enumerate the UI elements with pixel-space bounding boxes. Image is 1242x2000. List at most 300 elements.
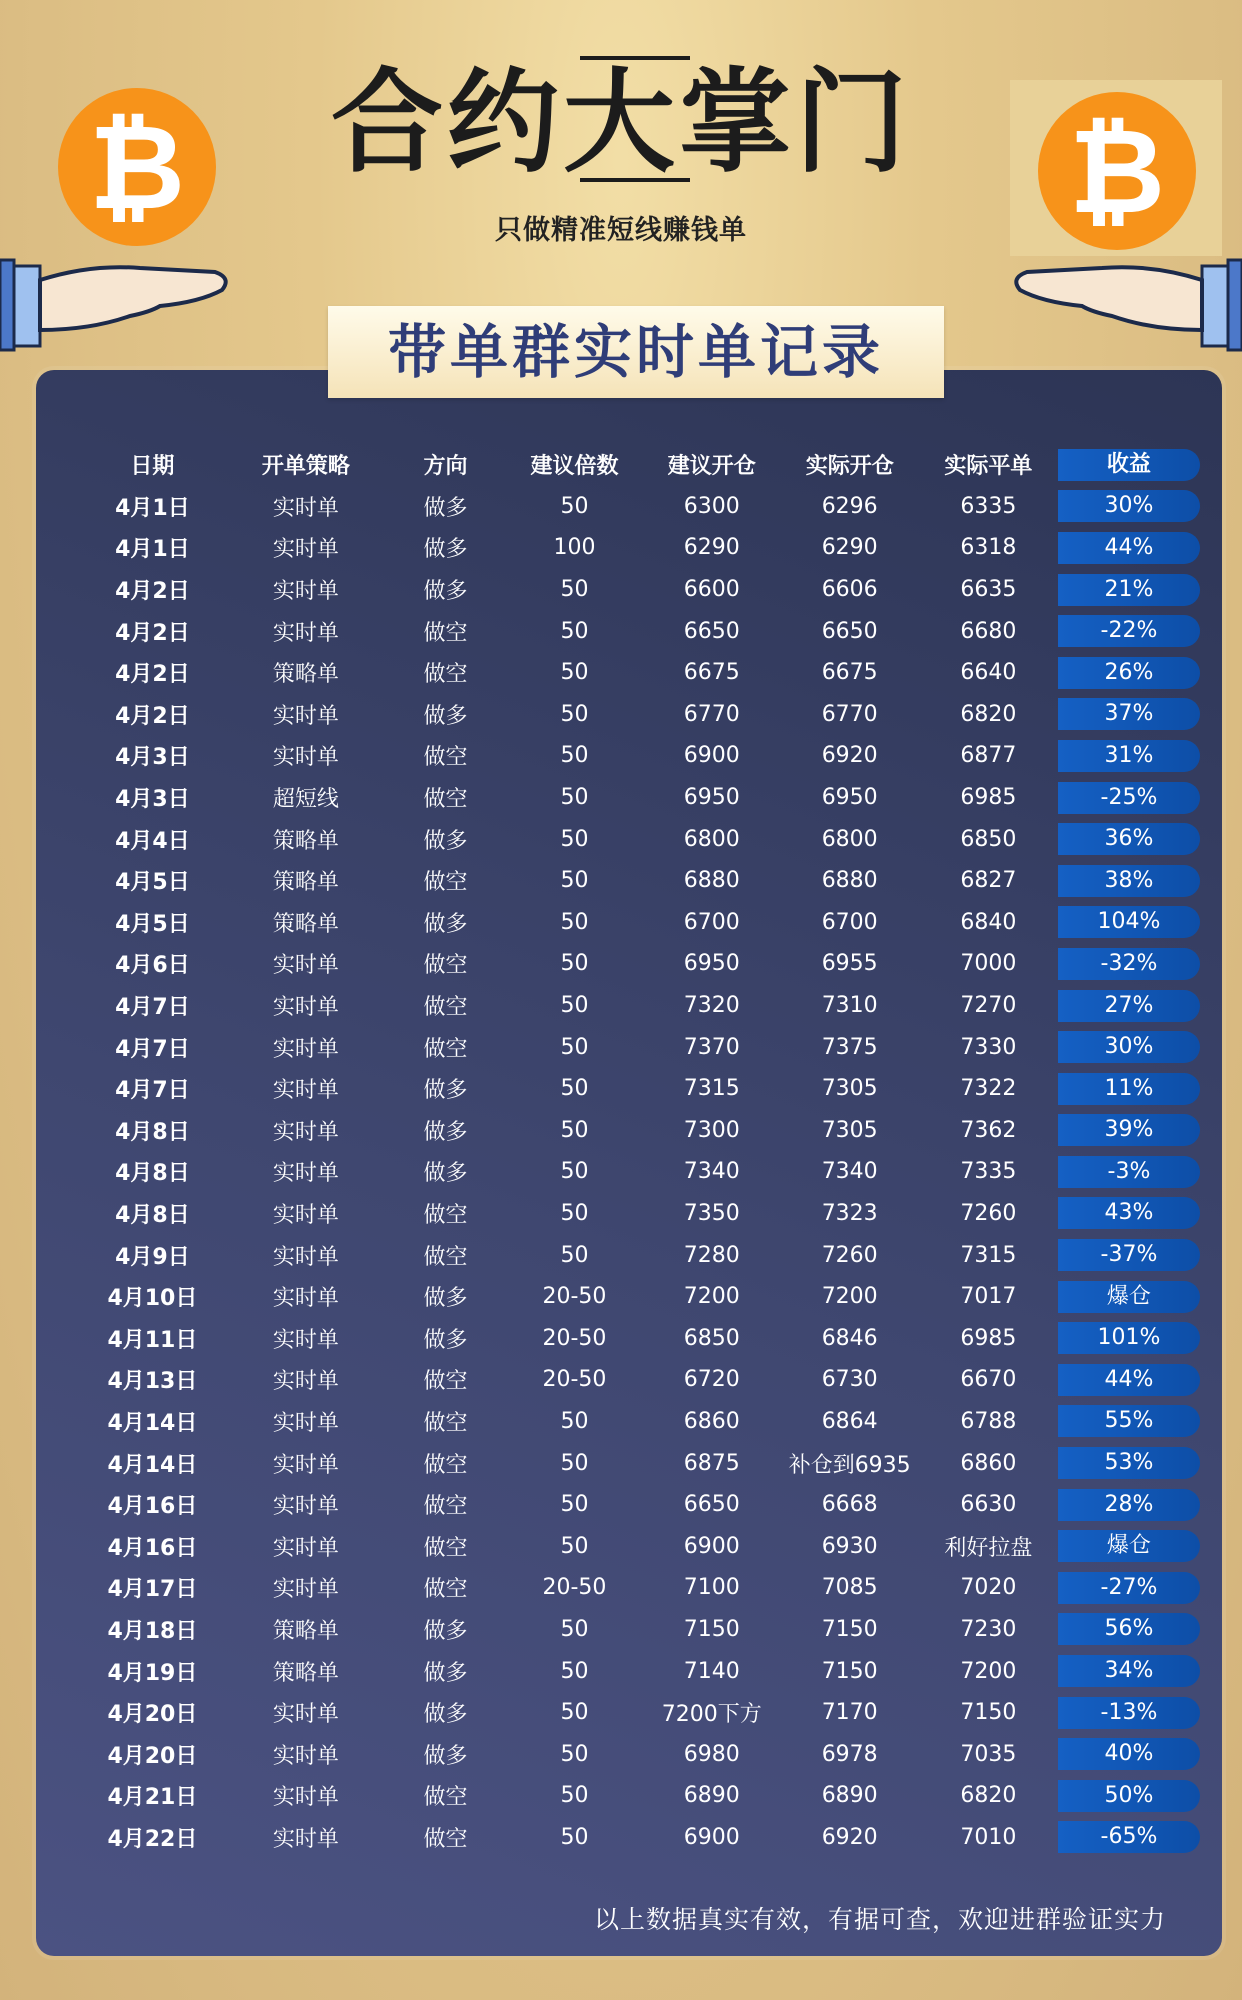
cell-profit	[1056, 1525, 1200, 1567]
cell-direction: 做空	[423, 1036, 468, 1062]
cell-direction: 做空	[423, 1577, 468, 1603]
table-row	[80, 1359, 1200, 1401]
cell-actual-open: 6800	[821, 826, 878, 852]
cell-leverage: 50	[560, 1450, 589, 1476]
hand-left-icon	[0, 250, 232, 360]
cell-strategy: 实时单	[272, 995, 339, 1021]
bitcoin-icon: ₿	[58, 88, 216, 246]
cell-direction: 做空	[423, 1202, 468, 1228]
cell-date: 4月2日	[115, 703, 190, 729]
cell-date: 4月1日	[115, 495, 190, 521]
cell-actual-close: 6680	[960, 618, 1017, 644]
cell-actual-close: 6827	[960, 868, 1017, 894]
cell-strategy: 实时单	[272, 1202, 339, 1228]
table-row	[80, 1692, 1200, 1734]
cell-leverage: 50	[560, 1076, 589, 1102]
cell-actual-open: 7085	[821, 1575, 878, 1601]
profit-pill: 11%	[1058, 1073, 1200, 1105]
profit-pill: 28%	[1058, 1489, 1200, 1521]
table-row	[80, 1609, 1200, 1651]
cell-suggested-open: 6900	[683, 743, 740, 769]
cell-direction: 做多	[423, 1702, 468, 1728]
col-header-date: 日期	[130, 454, 175, 480]
col-header-leverage: 建议倍数	[530, 454, 619, 480]
cell-actual-close: 6877	[960, 743, 1017, 769]
cell-direction: 做多	[423, 1119, 468, 1145]
cell-actual-close: 7020	[960, 1575, 1017, 1601]
profit-header-pill: 收益	[1058, 449, 1200, 481]
cell-strategy: 实时单	[272, 1078, 339, 1104]
cell-date: 4月19日	[107, 1660, 198, 1686]
cell-leverage: 50	[560, 993, 589, 1019]
cell-profit	[1056, 652, 1200, 694]
cell-actual-open: 7340	[821, 1159, 878, 1185]
cell-strategy: 策略单	[272, 828, 339, 854]
table-row	[80, 818, 1200, 860]
cell-leverage: 50	[560, 660, 589, 686]
cell-profit	[1056, 985, 1200, 1027]
table-row	[80, 1484, 1200, 1526]
cell-profit	[1056, 1401, 1200, 1443]
cell-strategy: 实时单	[272, 1410, 339, 1436]
cell-date: 4月6日	[115, 953, 190, 979]
table-row	[80, 1193, 1200, 1235]
cell-date: 4月18日	[107, 1618, 198, 1644]
cell-strategy: 超短线	[272, 787, 339, 813]
cell-actual-open: 7323	[821, 1200, 878, 1226]
profit-pill: 26%	[1058, 657, 1200, 689]
cell-actual-open: 6290	[821, 535, 878, 561]
cell-strategy: 实时单	[272, 1494, 339, 1520]
table-row	[80, 777, 1200, 819]
cell-strategy: 实时单	[272, 1785, 339, 1811]
cell-actual-close: 7017	[960, 1284, 1017, 1310]
cell-strategy: 实时单	[272, 745, 339, 771]
cell-actual-close: 6820	[960, 1783, 1017, 1809]
profit-pill: 40%	[1058, 1738, 1200, 1770]
table-row	[80, 527, 1200, 569]
table-row	[80, 694, 1200, 736]
table-row	[80, 569, 1200, 611]
cell-direction: 做空	[423, 1452, 468, 1478]
cell-actual-close: 6640	[960, 660, 1017, 686]
cell-actual-close: 7270	[960, 993, 1017, 1019]
table-row	[80, 610, 1200, 652]
cell-actual-close: 6850	[960, 826, 1017, 852]
cell-direction: 做空	[423, 1494, 468, 1520]
cell-actual-close: 7330	[960, 1034, 1017, 1060]
cell-strategy: 实时单	[272, 1369, 339, 1395]
profit-pill: 30%	[1058, 490, 1200, 522]
profit-pill: 55%	[1058, 1405, 1200, 1437]
cell-profit	[1056, 1110, 1200, 1152]
profit-pill: 104%	[1058, 906, 1200, 938]
cell-direction: 做多	[423, 537, 468, 563]
profit-pill: 爆仓	[1058, 1530, 1200, 1562]
col-header-suggested-open: 建议开仓	[667, 454, 756, 480]
table-row	[80, 735, 1200, 777]
cell-suggested-open: 6900	[683, 1824, 740, 1850]
cell-strategy: 实时单	[272, 1743, 339, 1769]
cell-suggested-open: 7340	[683, 1159, 740, 1185]
cell-leverage: 50	[560, 1492, 589, 1518]
cell-actual-open: 7260	[821, 1242, 878, 1268]
profit-pill: -27%	[1058, 1572, 1200, 1604]
cell-date: 4月10日	[107, 1286, 198, 1312]
profit-pill: 31%	[1058, 740, 1200, 772]
cell-profit	[1056, 1068, 1200, 1110]
cell-strategy: 实时单	[272, 579, 339, 605]
cell-profit	[1056, 569, 1200, 611]
cell-leverage: 50	[560, 618, 589, 644]
cell-suggested-open: 7140	[683, 1658, 740, 1684]
table-row	[80, 652, 1200, 694]
cell-direction: 做空	[423, 1410, 468, 1436]
cell-actual-open: 7310	[821, 993, 878, 1019]
cell-leverage: 50	[560, 1783, 589, 1809]
cell-direction: 做多	[423, 1743, 468, 1769]
cell-leverage: 20-50	[542, 1367, 607, 1393]
table-row	[80, 1567, 1200, 1609]
cell-leverage: 50	[560, 701, 589, 727]
cell-direction: 做空	[423, 1826, 468, 1852]
cell-leverage: 100	[553, 535, 596, 561]
cell-actual-close: 6840	[960, 909, 1017, 935]
cell-direction: 做多	[423, 1078, 468, 1104]
cell-strategy: 实时单	[272, 1535, 339, 1561]
cell-actual-close: 7150	[960, 1700, 1017, 1726]
cell-suggested-open: 7300	[683, 1117, 740, 1143]
profit-pill: -13%	[1058, 1697, 1200, 1729]
profit-pill: -32%	[1058, 948, 1200, 980]
table-row	[80, 902, 1200, 944]
cell-leverage: 50	[560, 1533, 589, 1559]
cell-direction: 做多	[423, 911, 468, 937]
cell-suggested-open: 6860	[683, 1408, 740, 1434]
cell-leverage: 50	[560, 493, 589, 519]
profit-pill: -65%	[1058, 1821, 1200, 1853]
bitcoin-icon: ₿	[1038, 92, 1196, 250]
cell-profit	[1056, 1026, 1200, 1068]
cell-suggested-open: 7200下方	[661, 1702, 762, 1728]
cell-direction: 做空	[423, 1535, 468, 1561]
cell-strategy: 实时单	[272, 1452, 339, 1478]
cell-strategy: 实时单	[272, 1036, 339, 1062]
cell-strategy: 实时单	[272, 1161, 339, 1187]
cell-actual-close: 6670	[960, 1367, 1017, 1393]
profit-pill: 37%	[1058, 698, 1200, 730]
cell-suggested-open: 6850	[683, 1325, 740, 1351]
cell-actual-close: 6635	[960, 577, 1017, 603]
cell-actual-open: 6675	[821, 660, 878, 686]
cell-leverage: 50	[560, 1616, 589, 1642]
table-row	[80, 985, 1200, 1027]
cell-profit	[1056, 1733, 1200, 1775]
cell-strategy: 实时单	[272, 1702, 339, 1728]
cell-leverage: 50	[560, 1200, 589, 1226]
cell-actual-open: 6930	[821, 1533, 878, 1559]
cell-direction: 做多	[423, 1286, 468, 1312]
cell-actual-open: 7170	[821, 1700, 878, 1726]
cell-profit	[1056, 902, 1200, 944]
table-row	[80, 1317, 1200, 1359]
cell-strategy: 实时单	[272, 953, 339, 979]
cell-profit	[1056, 1817, 1200, 1859]
cell-date: 4月5日	[115, 870, 190, 896]
cell-actual-close: 6820	[960, 701, 1017, 727]
profit-pill: 39%	[1058, 1114, 1200, 1146]
cell-actual-open: 7305	[821, 1076, 878, 1102]
table-row	[80, 1110, 1200, 1152]
cell-date: 4月13日	[107, 1369, 198, 1395]
cell-actual-close: 6788	[960, 1408, 1017, 1434]
cell-actual-close: 6985	[960, 785, 1017, 811]
cell-suggested-open: 7200	[683, 1284, 740, 1310]
profit-pill: 34%	[1058, 1655, 1200, 1687]
cell-profit	[1056, 486, 1200, 528]
hand-right-icon	[1010, 250, 1242, 360]
cell-profit	[1056, 1193, 1200, 1235]
cell-profit	[1056, 1276, 1200, 1318]
cell-actual-close: 7035	[960, 1741, 1017, 1767]
cell-strategy: 策略单	[272, 870, 339, 896]
cell-direction: 做空	[423, 745, 468, 771]
cell-direction: 做空	[423, 787, 468, 813]
cell-direction: 做多	[423, 1327, 468, 1353]
cell-actual-close: 7335	[960, 1159, 1017, 1185]
cell-direction: 做空	[423, 662, 468, 688]
profit-pill: 101%	[1058, 1322, 1200, 1354]
cell-date: 4月11日	[107, 1327, 198, 1353]
cell-actual-open: 6955	[821, 951, 878, 977]
cell-actual-close: 7322	[960, 1076, 1017, 1102]
cell-leverage: 50	[560, 785, 589, 811]
table-row	[80, 1442, 1200, 1484]
section-banner: 带单群实时单记录	[328, 306, 944, 398]
profit-pill: 53%	[1058, 1447, 1200, 1479]
table-row	[80, 1068, 1200, 1110]
profit-pill: -37%	[1058, 1239, 1200, 1271]
cell-suggested-open: 6900	[683, 1533, 740, 1559]
cell-direction: 做空	[423, 953, 468, 979]
cell-suggested-open: 7150	[683, 1616, 740, 1642]
cell-date: 4月7日	[115, 1078, 190, 1104]
table-row	[80, 1026, 1200, 1068]
cell-profit	[1056, 1317, 1200, 1359]
cell-strategy: 实时单	[272, 1826, 339, 1852]
table-row	[80, 1234, 1200, 1276]
cell-date: 4月7日	[115, 1036, 190, 1062]
table-row	[80, 1276, 1200, 1318]
profit-pill: 21%	[1058, 574, 1200, 606]
cell-leverage: 20-50	[542, 1575, 607, 1601]
cell-leverage: 50	[560, 1117, 589, 1143]
cell-leverage: 50	[560, 1034, 589, 1060]
cell-actual-open: 7305	[821, 1117, 878, 1143]
cell-suggested-open: 6875	[683, 1450, 740, 1476]
profit-pill: 44%	[1058, 1364, 1200, 1396]
profit-pill: -25%	[1058, 782, 1200, 814]
cell-leverage: 50	[560, 868, 589, 894]
profit-pill: 爆仓	[1058, 1281, 1200, 1313]
table-row	[80, 943, 1200, 985]
cell-suggested-open: 7280	[683, 1242, 740, 1268]
cell-date: 4月3日	[115, 745, 190, 771]
table-row	[80, 1733, 1200, 1775]
cell-actual-open: 7200	[821, 1284, 878, 1310]
cell-date: 4月9日	[115, 1244, 190, 1270]
cell-profit	[1056, 1609, 1200, 1651]
cell-suggested-open: 7100	[683, 1575, 740, 1601]
cell-strategy: 策略单	[272, 1660, 339, 1686]
cell-actual-close: 7315	[960, 1242, 1017, 1268]
cell-actual-open: 7150	[821, 1616, 878, 1642]
cell-profit	[1056, 943, 1200, 985]
cell-leverage: 50	[560, 577, 589, 603]
cell-direction: 做多	[423, 495, 468, 521]
cell-date: 4月2日	[115, 662, 190, 688]
cell-leverage: 20-50	[542, 1284, 607, 1310]
cell-suggested-open: 6650	[683, 1492, 740, 1518]
table-row	[80, 1817, 1200, 1859]
cell-strategy: 实时单	[272, 620, 339, 646]
cell-actual-open: 6668	[821, 1492, 878, 1518]
cell-date: 4月16日	[107, 1494, 198, 1520]
cell-direction: 做多	[423, 1618, 468, 1644]
cell-date: 4月20日	[107, 1702, 198, 1728]
profit-pill: 56%	[1058, 1613, 1200, 1645]
cell-actual-open: 6864	[821, 1408, 878, 1434]
cell-profit	[1056, 1775, 1200, 1817]
cell-actual-open: 6978	[821, 1741, 878, 1767]
cell-actual-open: 6770	[821, 701, 878, 727]
cell-direction: 做多	[423, 703, 468, 729]
profit-pill: 30%	[1058, 1031, 1200, 1063]
cell-suggested-open: 6700	[683, 909, 740, 935]
cell-date: 4月1日	[115, 537, 190, 563]
cell-profit	[1056, 777, 1200, 819]
title-frame	[580, 56, 690, 182]
cell-actual-open: 6296	[821, 493, 878, 519]
cell-suggested-open: 6890	[683, 1783, 740, 1809]
cell-strategy: 策略单	[272, 1618, 339, 1644]
table-row	[80, 860, 1200, 902]
cell-actual-close: 6985	[960, 1325, 1017, 1351]
cell-suggested-open: 7320	[683, 993, 740, 1019]
cell-actual-open: 6730	[821, 1367, 878, 1393]
cell-date: 4月8日	[115, 1202, 190, 1228]
cell-actual-open: 7375	[821, 1034, 878, 1060]
cell-profit	[1056, 818, 1200, 860]
profit-pill: 43%	[1058, 1197, 1200, 1229]
cell-profit	[1056, 1567, 1200, 1609]
cell-suggested-open: 6675	[683, 660, 740, 686]
cell-profit	[1056, 1650, 1200, 1692]
profit-pill: -3%	[1058, 1156, 1200, 1188]
profit-pill: 44%	[1058, 532, 1200, 564]
profit-pill: 36%	[1058, 823, 1200, 855]
col-header-strategy: 开单策略	[261, 454, 350, 480]
cell-actual-open: 补仓到6935	[788, 1452, 911, 1478]
cell-profit	[1056, 1484, 1200, 1526]
table-row	[80, 1650, 1200, 1692]
cell-leverage: 50	[560, 1741, 589, 1767]
cell-leverage: 50	[560, 951, 589, 977]
cell-actual-open: 6606	[821, 577, 878, 603]
page-subtitle: 只做精准短线赚钱单	[495, 215, 747, 246]
cell-actual-close: 7260	[960, 1200, 1017, 1226]
cell-strategy: 实时单	[272, 495, 339, 521]
col-header-actual-open: 实际开仓	[805, 454, 894, 480]
cell-direction: 做空	[423, 1244, 468, 1270]
cell-date: 4月14日	[107, 1452, 198, 1478]
cell-direction: 做空	[423, 870, 468, 896]
cell-date: 4月3日	[115, 787, 190, 813]
cell-strategy: 实时单	[272, 537, 339, 563]
table-row	[80, 486, 1200, 528]
cell-profit	[1056, 1692, 1200, 1734]
footer-note: 以上数据真实有效，有据可查，欢迎进群验证实力	[593, 1905, 1166, 1934]
profit-pill: 27%	[1058, 990, 1200, 1022]
cell-actual-close: 7362	[960, 1117, 1017, 1143]
cell-strategy: 实时单	[272, 1327, 339, 1353]
cell-leverage: 50	[560, 1658, 589, 1684]
cell-date: 4月5日	[115, 911, 190, 937]
cell-leverage: 20-50	[542, 1325, 607, 1351]
table-row	[80, 1151, 1200, 1193]
cell-suggested-open: 6800	[683, 826, 740, 852]
cell-actual-close: 6335	[960, 493, 1017, 519]
cell-profit	[1056, 527, 1200, 569]
cell-strategy: 实时单	[272, 1577, 339, 1603]
cell-direction: 做多	[423, 1660, 468, 1686]
cell-actual-open: 6920	[821, 1824, 878, 1850]
cell-date: 4月14日	[107, 1410, 198, 1436]
cell-suggested-open: 7350	[683, 1200, 740, 1226]
cell-direction: 做多	[423, 1161, 468, 1187]
cell-actual-open: 6700	[821, 909, 878, 935]
cell-actual-close: 6318	[960, 535, 1017, 561]
cell-suggested-open: 6950	[683, 951, 740, 977]
cell-suggested-open: 6300	[683, 493, 740, 519]
table-row	[80, 1401, 1200, 1443]
cell-profit	[1056, 860, 1200, 902]
records-table	[80, 444, 1200, 1858]
cell-date: 4月22日	[107, 1826, 198, 1852]
cell-actual-open: 6846	[821, 1325, 878, 1351]
cell-leverage: 50	[560, 1700, 589, 1726]
cell-direction: 做多	[423, 579, 468, 605]
page-title: 合约大掌门	[331, 58, 911, 188]
table-row	[80, 1525, 1200, 1567]
cell-suggested-open: 6980	[683, 1741, 740, 1767]
cell-date: 4月8日	[115, 1119, 190, 1145]
cell-direction: 做空	[423, 1785, 468, 1811]
cell-date: 4月16日	[107, 1535, 198, 1561]
cell-suggested-open: 6880	[683, 868, 740, 894]
cell-profit	[1056, 610, 1200, 652]
cell-leverage: 50	[560, 1242, 589, 1268]
cell-actual-close: 7200	[960, 1658, 1017, 1684]
cell-leverage: 50	[560, 909, 589, 935]
cell-suggested-open: 7370	[683, 1034, 740, 1060]
cell-date: 4月20日	[107, 1743, 198, 1769]
cell-profit	[1056, 1234, 1200, 1276]
cell-actual-close: 7230	[960, 1616, 1017, 1642]
col-header-actual-close: 实际平单	[944, 454, 1033, 480]
profit-pill: -22%	[1058, 615, 1200, 647]
cell-date: 4月8日	[115, 1161, 190, 1187]
